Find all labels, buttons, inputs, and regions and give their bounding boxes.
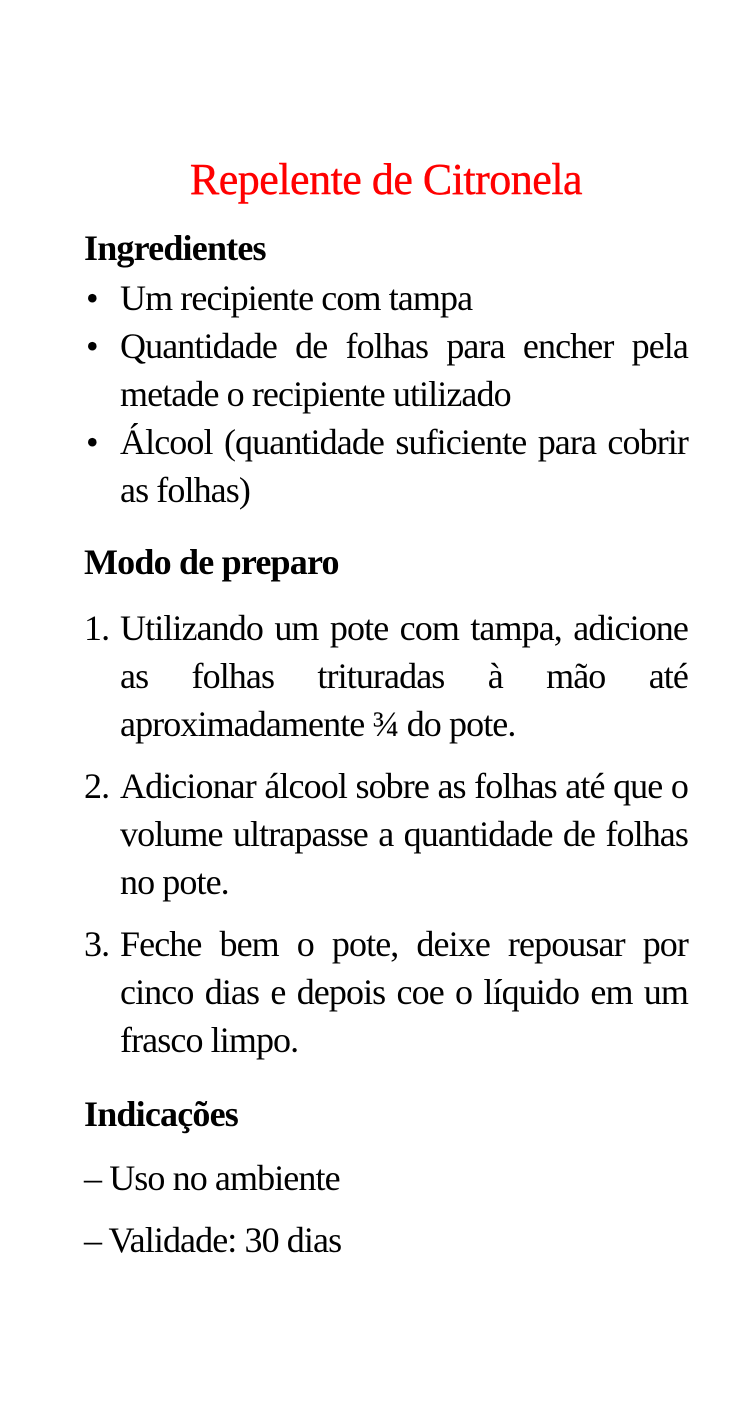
step-number: 2. [84,766,110,806]
ingredient-item [84,418,688,514]
step-item [84,604,688,748]
indications-list [84,1154,688,1278]
step-item [84,762,688,906]
step-item [84,920,688,1064]
step-text: Adicionar álcool sobre as folhas até que o volume ultrapasse a quantidade de folhas no pote. [120,766,688,902]
recipe-title: Repelente de Citronela [189,155,583,204]
indication-item: – Uso no ambiente [84,1158,340,1198]
ingredients-heading: Ingredientes [84,228,266,268]
preparation-steps [84,604,688,1078]
bullet-icon: • [86,278,98,318]
step-number: 3. [84,924,110,964]
ingredient-text: Quantidade de folhas para encher pela metade o recipiente utilizado [120,326,688,414]
bullet-icon: • [86,326,98,366]
ingredient-item [84,274,688,322]
indication-item: – Validade: 30 dias [84,1220,342,1260]
ingredient-text: Um recipiente com tampa [120,278,473,318]
ingredient-text: Álcool (quantidade suficiente para cobrir as folhas) [120,422,688,510]
step-text: Utilizando um pote com tampa, adicione as folhas trituradas à mão até aproximadamente ¾ do pote. [120,608,688,744]
step-number: 1. [84,608,110,648]
bullet-icon: • [86,422,98,462]
step-text: Feche bem o pote, deixe repousar por cinco dias e depois coe o líquido em um frasco limpo. [120,924,688,1060]
preparation-heading: Modo de preparo [84,542,339,582]
indications-heading: Indicações [84,1094,239,1134]
ingredient-item [84,322,688,418]
ingredients-list [84,274,688,514]
